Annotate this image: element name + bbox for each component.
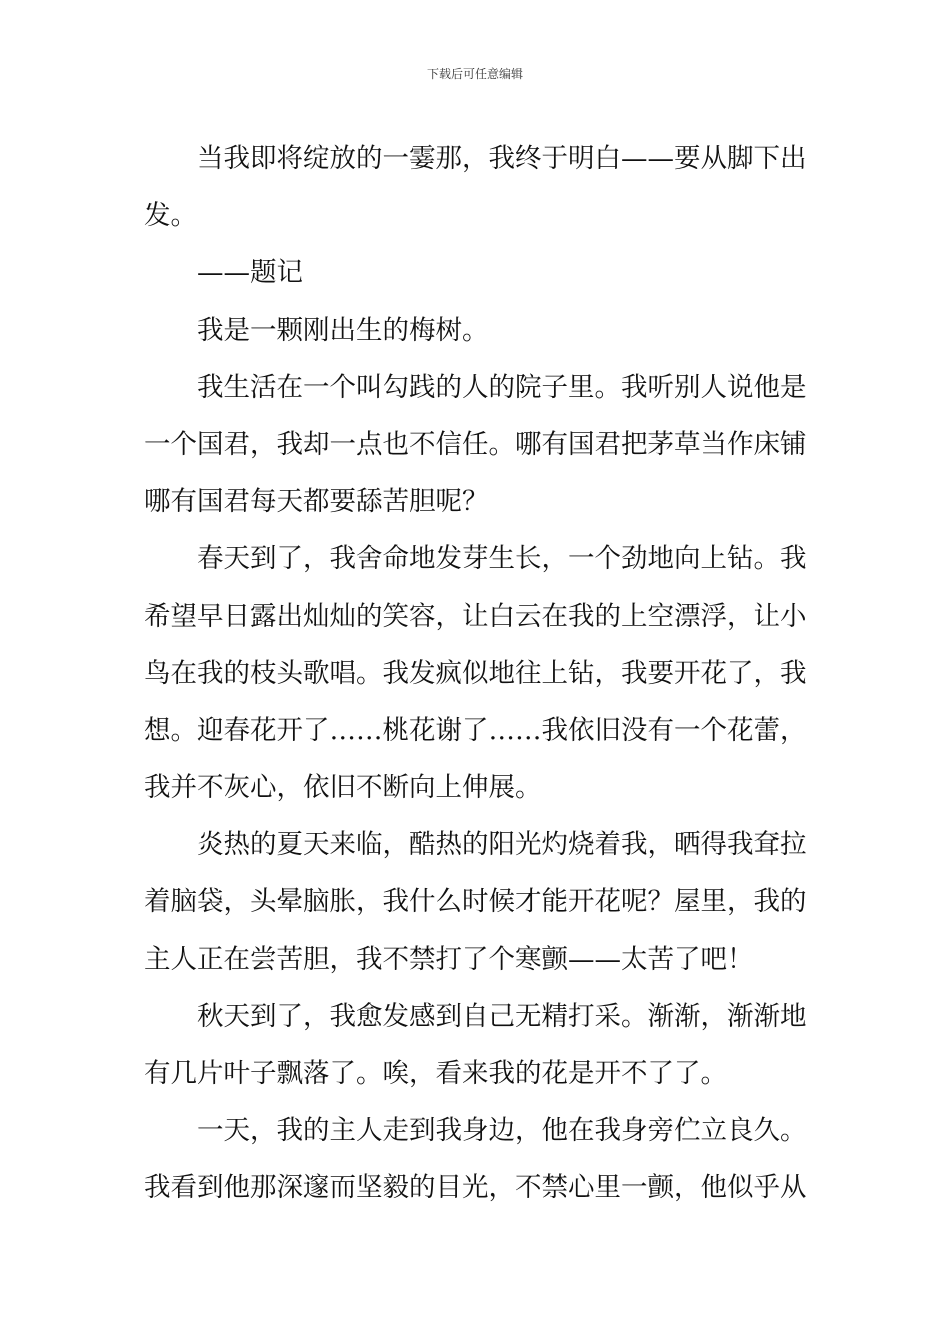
text-line: 我生活在一个叫勾践的人的院子里。我听别人说他是 (197, 371, 807, 403)
text-line: 一个国君，我却一点也不信任。哪有国君把茅草当作床铺 (144, 428, 807, 460)
text-line: 着脑袋，头晕脑胀，我什么时候才能开花呢？屋里，我的 (144, 886, 807, 918)
page-header: 下载后可任意编辑 (426, 67, 523, 81)
text-line: 希望早日露出灿灿的笑容，让白云在我的上空漂浮，让小 (144, 600, 807, 632)
text-line: 鸟在我的枝头歌唱。我发疯似地往上钻，我要开花了，我 (144, 657, 807, 689)
text-line: 主人正在尝苦胆，我不禁打了个寒颤——太苦了吧！ (144, 943, 754, 975)
text-line: 我并不灰心，依旧不断向上伸展。 (144, 772, 542, 804)
text-line: 炎热的夏天来临，酷热的阳光灼烧着我，晒得我耷拉 (197, 829, 807, 861)
text-line: 我看到他那深邃而坚毅的目光，不禁心里一颤，他似乎从 (144, 1172, 807, 1204)
text-line: 有几片叶子飘落了。唉，看来我的花是开不了了。 (144, 1058, 727, 1089)
text-line: ——题记 (197, 257, 303, 289)
text-line: 我是一颗刚出生的梅树。 (197, 314, 489, 346)
document-body (144, 130, 808, 1217)
text-line: 春天到了，我舍命地发芽生长，一个劲地向上钻。我 (197, 543, 807, 575)
text-line: 当我即将绽放的一霎那，我终于明白——要从脚下出 (197, 143, 807, 174)
text-line: 秋天到了，我愈发感到自己无精打采。渐渐，渐渐地 (197, 1000, 807, 1032)
text-line: 一天，我的主人走到我身边，他在我身旁伫立良久。 (197, 1115, 807, 1147)
text-line: 想。迎春花开了……桃花谢了……我依旧没有一个花蕾， (144, 714, 807, 746)
text-line: 哪有国君每天都要舔苦胆呢？ (144, 486, 489, 518)
text-line: 发。 (144, 200, 197, 232)
